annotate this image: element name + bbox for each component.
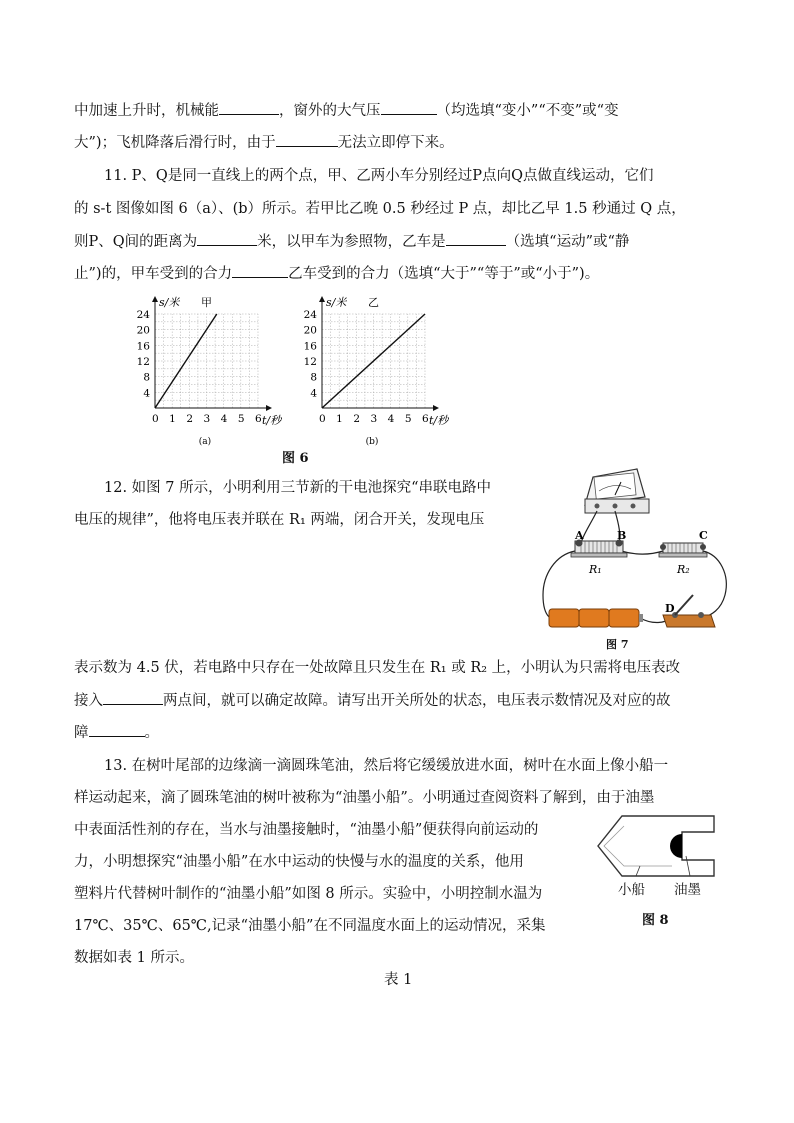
q12-text: 障	[74, 725, 89, 741]
q11-line-4	[74, 263, 599, 284]
graph-sublabel: (a)	[198, 437, 212, 447]
x-tick-label: 6	[422, 413, 429, 425]
y-tick-label: 16	[136, 340, 150, 353]
battery-pack-icon	[549, 609, 643, 627]
q11-text: 乙车受到的合力（选填“大于”“等于”或“小于”)。	[288, 266, 600, 282]
answer-blank[interactable]	[232, 263, 288, 278]
q11-text: 则P、Q间的距离为	[74, 234, 198, 250]
q12-text: 接入	[74, 693, 103, 709]
q12-text: 。	[144, 725, 159, 741]
q11-text: （选填“运动”或“静	[505, 234, 630, 250]
x-tick-label: 5	[237, 413, 245, 425]
y-axis-arrow	[319, 296, 325, 302]
graph-sublabel: (b)	[365, 437, 379, 447]
y-tick-label: 4	[143, 387, 150, 400]
x-tick-label: 4	[220, 413, 228, 425]
y-tick-label: 4	[310, 387, 317, 400]
figure-8-ink-boat	[594, 810, 724, 890]
x-tick-label: 4	[387, 413, 395, 425]
q12-line-2: 电压的规律”，他将电压表并联在 R₁ 两端，闭合开关，发现电压	[74, 512, 485, 528]
x-axis-arrow	[266, 405, 272, 411]
resistor-r2	[659, 543, 707, 557]
x-tick-label: 2	[353, 413, 361, 425]
terminal-c-label: C	[699, 529, 708, 542]
q12-line-1: 12. 如图 7 所示，小明利用三节新的干电池探究“串联电路中	[104, 480, 492, 496]
series-name-label: 乙	[368, 296, 379, 309]
q10-text: （均选填“变小”“不变”或“变	[436, 103, 619, 119]
resistor-r1	[571, 540, 627, 558]
x-axis-arrow	[433, 405, 439, 411]
q13-line-4: 力，小明想探究“油墨小船”在水中运动的快慢与水的温度的关系，他用	[74, 854, 524, 870]
q13-line-6: 17℃、35℃、65℃,记录“油墨小船”在不同温度水面上的运动情况，采集	[74, 918, 546, 934]
x-tick-label: 0	[319, 413, 326, 425]
q12-text: 两点间，就可以确定故障。请写出开关所处的状态，电压表示数情况及对应的故	[163, 693, 671, 709]
y-tick-label: 12	[303, 356, 317, 368]
x-axis-label: t/秒	[429, 414, 449, 427]
x-axis-label: t/秒	[262, 414, 282, 427]
y-axis-arrow	[152, 296, 158, 302]
x-tick-label: 2	[186, 413, 194, 425]
figure-7-circuit	[535, 455, 735, 655]
answer-blank[interactable]	[219, 100, 279, 115]
y-tick-label: 24	[136, 309, 150, 321]
r1-label: R₁	[589, 563, 602, 576]
r2-label: R₂	[677, 563, 690, 576]
x-tick-label: 3	[370, 413, 378, 425]
x-tick-label: 5	[404, 413, 412, 425]
q11-text: 米，以甲车为参照物，乙车是	[257, 234, 446, 250]
terminal-d-label: D	[665, 602, 675, 615]
y-tick-label: 20	[303, 324, 317, 337]
q10-text: 无法立即停下来。	[337, 135, 454, 151]
x-tick-label: 6	[255, 413, 262, 425]
graph-a	[137, 296, 284, 447]
answer-blank[interactable]	[381, 100, 437, 115]
answer-blank[interactable]	[197, 231, 257, 246]
answer-blank[interactable]	[89, 722, 145, 737]
table-1-caption: 表 1	[384, 972, 413, 988]
boat-label: 小船	[618, 882, 645, 898]
x-tick-label: 0	[152, 413, 159, 425]
terminal-b-label: B	[617, 529, 627, 542]
answer-blank[interactable]	[276, 132, 338, 147]
y-tick-label: 8	[143, 371, 150, 384]
y-tick-label: 8	[310, 371, 317, 384]
figure-7-caption: 图 7	[606, 638, 629, 651]
x-tick-label: 3	[203, 413, 211, 425]
q10-line-1	[74, 100, 619, 121]
answer-blank[interactable]	[446, 231, 506, 246]
q12-line-5	[74, 722, 159, 743]
q13-line-7: 数据如表 1 所示。	[74, 950, 194, 966]
q10-text: ，窗外的大气压	[279, 103, 381, 119]
figure-6-caption: 图 6	[282, 451, 309, 466]
figure-6	[0, 290, 794, 465]
q11-line-1: 11. P、Q是同一直线上的两个点，甲、乙两小车分别经过P点向Q点做直线运动，它们	[104, 168, 654, 184]
q13-line-5: 塑料片代替树叶制作的“油墨小船”如图 8 所示。实验中，小明控制水温为	[74, 886, 543, 902]
q10-line-2	[74, 132, 454, 153]
q10-text: 中加速上升时，机械能	[74, 103, 219, 119]
q10-text: 大”)；飞机降落后滑行时，由于	[74, 135, 276, 151]
x-tick-label: 1	[169, 413, 176, 425]
y-axis-label: s/米	[159, 296, 180, 309]
y-axis-label: s/米	[326, 296, 347, 309]
q11-line-2: 的 s-t 图像如图 6（a）、(b）所示。若甲比乙晚 0.5 秒经过 P 点，却比乙早 1.5 秒通过 Q 点，	[74, 201, 686, 217]
q13-line-2: 样运动起来，滴了圆珠笔油的树叶被称为“油墨小船”。小明通过查阅资料了解到，由于油墨	[74, 790, 655, 806]
ink-label: 油墨	[674, 882, 701, 898]
x-tick-label: 1	[336, 413, 343, 425]
series-name-label: 甲	[201, 296, 212, 309]
terminal-a-label: A	[575, 529, 584, 542]
q11-line-3	[74, 231, 629, 252]
q11-text: 止”)的，甲车受到的合力	[74, 266, 233, 282]
q12-line-3: 表示数为 4.5 伏，若电路中只存在一处故障且只发生在 R₁ 或 R₂ 上，小明认为只需将电压表改	[74, 660, 681, 676]
q13-line-3: 中表面活性剂的存在，当水与油墨接触时，“油墨小船”便获得向前运动的	[74, 822, 539, 838]
circuit-wires	[543, 511, 726, 623]
q12-line-4	[74, 690, 671, 711]
q13-line-1: 13. 在树叶尾部的边缘滴一滴圆珠笔油，然后将它缓缓放进水面，树叶在水面上像小船一	[104, 758, 669, 774]
y-tick-label: 24	[303, 309, 317, 321]
y-tick-label: 16	[303, 340, 317, 353]
y-tick-label: 12	[136, 356, 150, 368]
y-tick-label: 20	[136, 324, 150, 337]
figure-8-caption: 图 8	[642, 913, 669, 928]
voltmeter-icon	[585, 469, 649, 513]
answer-blank[interactable]	[103, 690, 163, 705]
graph-b	[304, 296, 451, 447]
